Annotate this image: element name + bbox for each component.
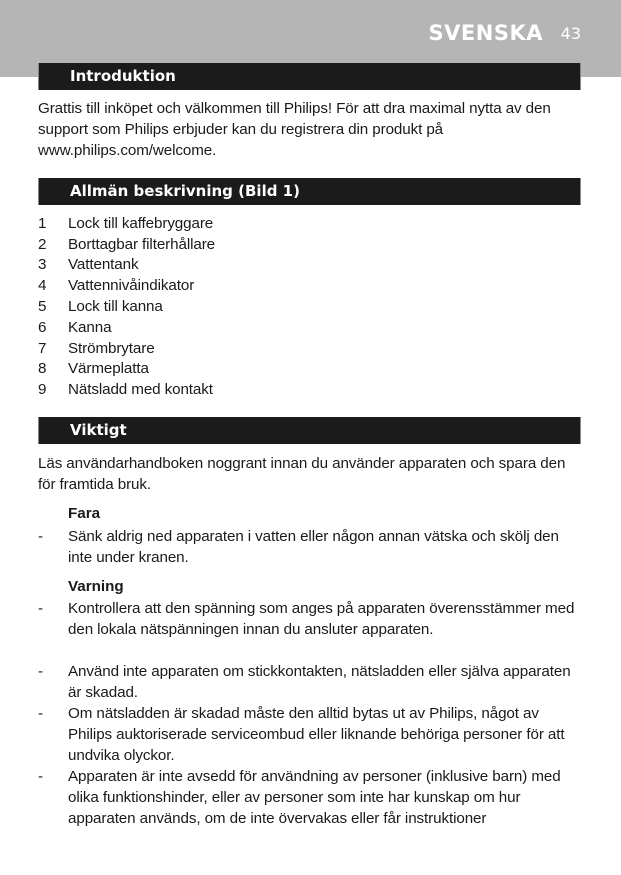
- item-number: 1: [38, 215, 47, 232]
- item-number: 6: [38, 319, 47, 336]
- item-text: Apparaten är inte avsedd för användning av personer (inklusive barn) med olika funktionshinder, eller av personer som inte har kunskap om hur apparaten används, om de inte övervakas eller får instruktioner: [68, 768, 561, 827]
- item-text: Kontrollera att den spänning som anges på apparaten överensstämmer med den lokala nätspänningen innan du ansluter apparaten.: [68, 600, 575, 638]
- item-text: Värmeplatta: [68, 360, 149, 377]
- danger-item: [38, 526, 586, 568]
- item-number: 5: [38, 298, 47, 315]
- item-text: Lock till kaffebryggare: [68, 215, 214, 232]
- item-text: Använd inte apparaten om stickkontakten, nätsladden eller själva apparaten är skadad.: [68, 663, 571, 701]
- warning-item: [38, 766, 586, 829]
- section-heading-introduction: Introduktion: [38, 63, 581, 90]
- section-heading-important: Viktigt: [38, 417, 581, 444]
- warning-item: [38, 598, 586, 640]
- item-text: Vattennivåindikator: [68, 277, 195, 294]
- list-item: [38, 296, 586, 317]
- list-item: [38, 254, 586, 275]
- list-item: [38, 358, 586, 379]
- list-item: [38, 317, 586, 338]
- item-number: 2: [38, 236, 47, 253]
- page-number: 43: [560, 24, 581, 43]
- list-item: [38, 213, 586, 234]
- bullet-dash: -: [38, 768, 43, 785]
- item-text: Lock till kanna: [68, 298, 163, 315]
- bullet-dash: -: [38, 528, 43, 545]
- item-text: Strömbrytare: [68, 340, 155, 357]
- intro-paragraph: Grattis till inköpet och välkommen till Philips! För att dra maximal nytta av den support som Philips erbjuder kan du registrera din produkt på www.philips.com/welcome.: [38, 100, 551, 159]
- item-text: Vattentank: [68, 256, 139, 273]
- warning-item: [38, 661, 586, 703]
- item-text: Nätsladd med kontakt: [68, 381, 213, 398]
- warning-heading: Varning: [68, 578, 124, 595]
- item-text: Borttagbar filterhållare: [68, 236, 216, 253]
- item-number: 8: [38, 360, 47, 377]
- section-heading-general-description: Allmän beskrivning (Bild 1): [38, 178, 581, 205]
- item-text: Kanna: [68, 319, 112, 336]
- list-item: [38, 338, 586, 359]
- item-number: 4: [38, 277, 47, 294]
- item-text: Om nätsladden är skadad måste den alltid bytas ut av Philips, något av Philips auktoriserade serviceombud eller liknande behöriga personer för att undvika olyckor.: [68, 705, 565, 764]
- list-item: [38, 234, 586, 255]
- bullet-dash: -: [38, 600, 43, 617]
- important-intro: Läs användarhandboken noggrant innan du använder apparaten och spara den för framtida bruk.: [38, 455, 566, 493]
- bullet-dash: -: [38, 663, 43, 680]
- bullet-dash: -: [38, 705, 43, 722]
- item-number: 9: [38, 381, 47, 398]
- danger-heading: Fara: [68, 505, 101, 522]
- item-number: 3: [38, 256, 47, 273]
- item-number: 7: [38, 340, 47, 357]
- list-item: [38, 379, 586, 400]
- language-label: SVENSKA: [428, 21, 543, 45]
- list-item: [38, 275, 586, 296]
- warning-item: [38, 703, 586, 766]
- item-text: Sänk aldrig ned apparaten i vatten eller någon annan vätska och skölj den inte under kranen.: [68, 528, 559, 566]
